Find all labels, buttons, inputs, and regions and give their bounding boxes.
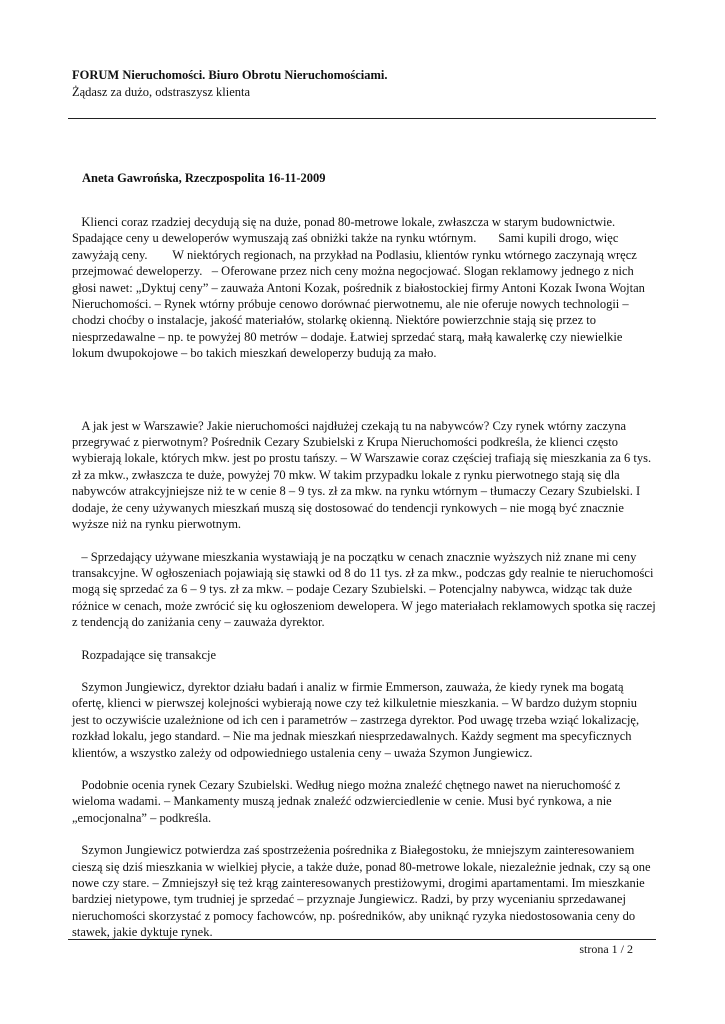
byline: Aneta Gawrońska, Rzeczpospolita 16-11-2009 xyxy=(82,171,326,185)
paragraph: A jak jest w Warszawie? Jakie nieruchomości najdłużej czekają tu na nabywców? Czy rynek wtórny zaczyna przegrywać z pierwotnym? Pośrednik Cezary Szubielski z Krupa Nieruchomości podkreśla, że klienci często wybierają lokale, których mkw. jest po prostu tańszy. – W Warszawie coraz częściej trafiają się mieszkania za 6 tys. zł za mkw., zwłaszcza te duże, powyżej 70 mkw. W takim przypadku lokale z rynku pierwotnego stają się dla nabywców atrakcyjniejsze niż te w cenie 8 – 9 tys. zł za mkw. na rynku wtórnym – tłumaczy Cezary Szubielski. I dodaje, że ceny używanych mieszkań muszą się dostosować do tendencji rynkowych – nie mogą być znacznie wyższe niż na rynku pierwotnym. xyxy=(72,418,655,532)
site-title: FORUM Nieruchomości. Biuro Obrotu Nieruchomościami. xyxy=(72,68,388,82)
header-divider xyxy=(68,118,656,119)
page-number: strona 1 / 2 xyxy=(579,942,633,956)
document-header xyxy=(72,67,662,100)
paragraph: Szymon Jungiewicz potwierdza zaś spostrzeżenia pośrednika z Białegostoku, że mniejszym zainteresowaniem cieszą się dziś mieszkania w wielkiej płycie, a także duże, ponad 80-metrowe lokale, niezależnie jednak, czy są one nowe czy stare. – Zmniejszył się też krąg zainteresowanych prestiżowymi, drogimi apartamentami. Im mieszkanie bardziej nietypowe, tym trudniej je sprzedać – przyznaje Jungiewicz. Radzi, by przy wycenianiu sprzedawanej nieruchomości skorzystać z pomocy fachowców, np. pośredników, aby uniknąć ryzyka niedostosowania ceny do stawek, jakie dyktuje rynek. xyxy=(72,843,654,940)
footer-divider xyxy=(68,939,656,940)
paragraph: Szymon Jungiewicz, dyrektor działu badań i analiz w firmie Emmerson, zauważa, że kiedy rynek ma bogatą ofertę, klienci w pierwszej kolejności wybierają nowe czy też kilkuletnie mieszkania. – W bardzo dużym stopniu jest to oczywiście uzależnione od ich cen i parametrów – zastrzega dyrektor. Pod uwagę trzeba wziąć lokalizację, rozkład lokalu, jego standard. – Nie ma jednak mieszkań niesprzedawalnych. Każdy segment ma specyficznych klientów, a wszystko zależy od odpowiedniego ustalenia ceny – uważa Szymon Jungiewicz. xyxy=(72,679,643,760)
section-heading: Rozpadające się transakcje xyxy=(72,647,217,662)
paragraph: – Sprzedający używane mieszkania wystawiają je na początku w cenach znacznie wyższych niż znane mi ceny transakcyjne. W ogłoszeniach pojawiają się stawki od 8 do 11 tys. zł za mkw., podczas gdy realnie te nieruchomości mogą się sprzedać za 6 – 9 tys. zł za mkw. – podaje Cezary Szubielski. – Potencjalny nabywca, widząc tak duże różnice w cenach, może zwrócić się ku ogłoszeniom dewelopera. W jego materiałach reklamowych spotka się raczej z tendencją do zaniżania ceny – zauważa dyrektor. xyxy=(72,549,659,630)
paragraph: Podobnie ocenia rynek Cezary Szubielski. Według niego można znaleźć chętnego nawet na nieruchomość z wieloma wadami. – Mankamenty muszą jednak znaleźć odzwierciedlenie w cenie. Musi być rynkowa, a nie „emocjonalna” – podkreśla. xyxy=(72,777,624,825)
article-body xyxy=(72,214,657,941)
article-title: Żądasz za dużo, odstraszysz klienta xyxy=(72,85,251,99)
paragraph: Klienci coraz rzadziej decydują się na duże, ponad 80-metrowe lokale, zwłaszcza w starym budownictwie. Spadające ceny u deweloperów wymuszają zaś obniżki także na rynku wtórnym. Sami kupili drogo, więc zawyżają ceny. W niektórych regionach, na przykład na Podlasiu, klientów rynku wtórnego zaczynają wręcz przejmować deweloperzy. – Oferowane przez nich ceny można negocjować. Slogan reklamowy jednego z nich głosi nawet: „Dyktuj ceny” – zauważa Antoni Kozak, pośrednik z białostockiej firmy Antoni Kozak Iwona Wojtan Nieruchomości. – Rynek wtórny próbuje cenowo dorównać pierwotnemu, ale nie oferuje nowych technologii – chodzi choćby o instalacje, jakość materiałów, stolarkę okienną. Niektóre powierzchnie stają się przez to niesprzedawalne – np. te powyżej 80 metrów – dodaje. Łatwiej sprzedać starą, małą kawalerkę czy niewielkie lokum dwupokojowe – bo takich mieszkań deweloperzy budują za mało. xyxy=(72,215,649,361)
